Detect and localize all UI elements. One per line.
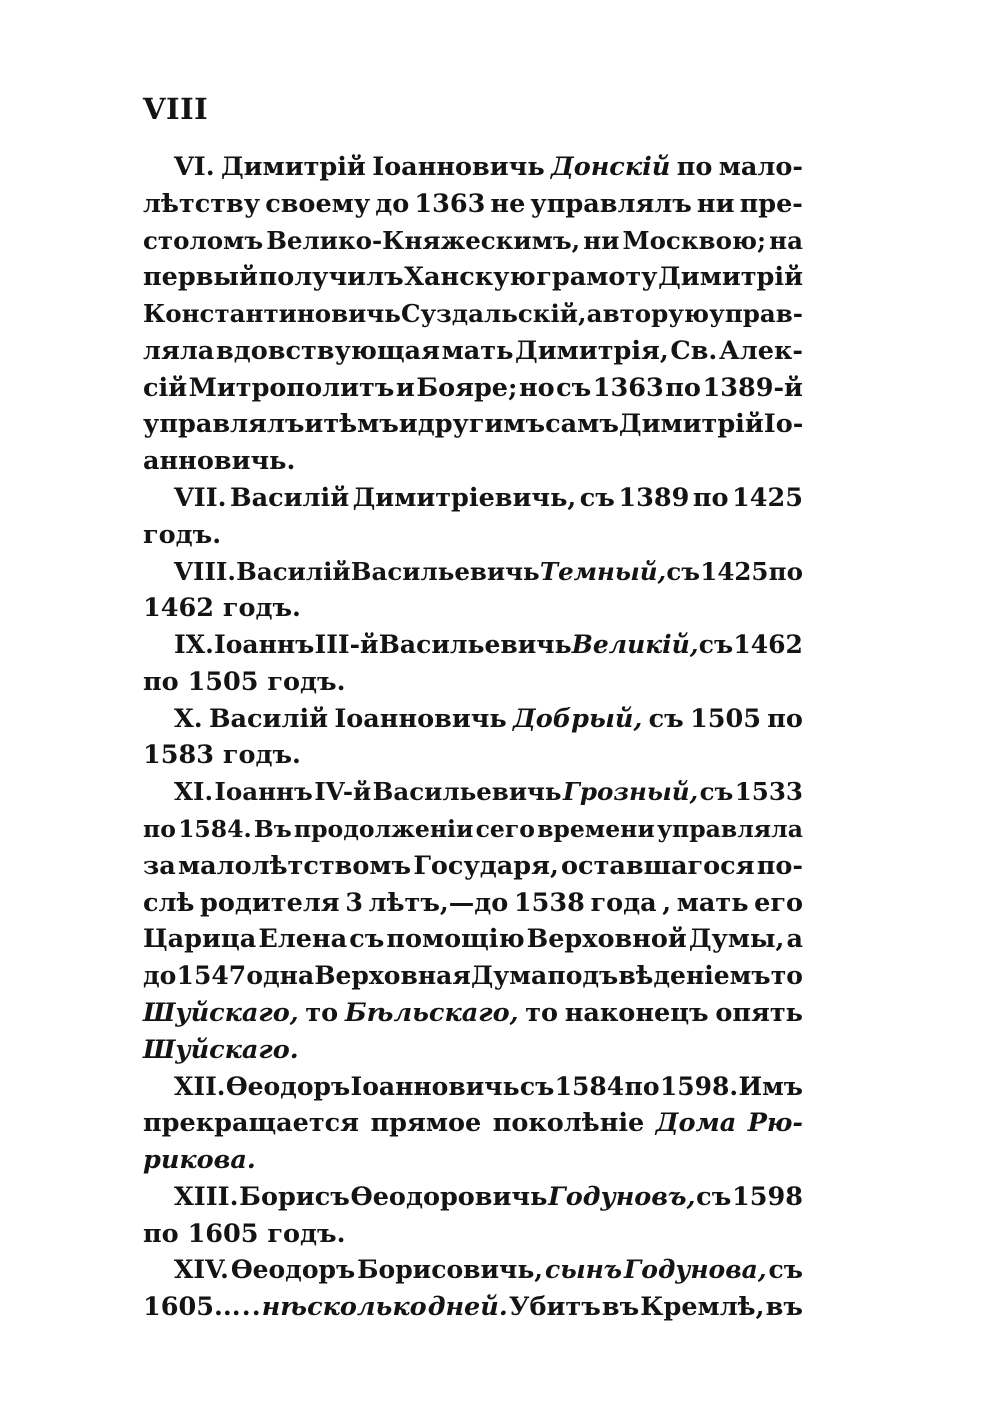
word: годъ. <box>213 740 301 771</box>
text-line <box>143 334 803 368</box>
word: продолженіи <box>293 815 474 844</box>
word: 1363 <box>592 372 664 403</box>
word: съ <box>696 1181 732 1212</box>
word: года <box>590 887 657 918</box>
word: 1462 <box>143 593 214 624</box>
text-line <box>174 1253 803 1287</box>
text-line <box>143 518 803 552</box>
word: 1584 <box>554 1071 625 1101</box>
text-line <box>174 1180 803 1214</box>
word: съ <box>579 483 615 514</box>
word: 1462 <box>733 630 803 660</box>
word: 1547 <box>176 961 247 991</box>
word: Москвою; <box>622 225 767 255</box>
word: времени <box>537 815 655 844</box>
word: его <box>754 887 803 918</box>
word: XIV. <box>174 1255 229 1285</box>
word: родителя <box>200 887 340 918</box>
italic-word: Грозный, <box>562 777 699 807</box>
word: Васильевичь <box>378 630 572 660</box>
word: по <box>143 666 179 697</box>
word: Дума <box>471 961 548 991</box>
italic-word: Великій, <box>571 630 699 660</box>
word: ни <box>583 225 620 255</box>
text-line <box>174 481 803 515</box>
word: 1533 <box>734 777 803 807</box>
text-line <box>143 260 803 294</box>
text-line <box>174 775 803 809</box>
word: поколѣніе <box>492 1108 645 1139</box>
word: управлялъ <box>530 188 692 219</box>
word: самъ <box>545 409 619 440</box>
word: столомъ <box>143 225 264 255</box>
word: 1389-й <box>702 372 803 403</box>
word: Св. <box>670 335 718 366</box>
word: , <box>662 887 672 918</box>
word: XII. <box>174 1071 226 1101</box>
word: 1598. <box>659 1071 739 1101</box>
word: малолѣтствомъ <box>177 850 412 881</box>
word: 1583 <box>143 740 214 771</box>
word: Іоаннъ <box>214 777 313 807</box>
word: Имъ <box>738 1071 803 1101</box>
word: Ѳеодоръ <box>230 1255 356 1285</box>
word: управлялъ <box>143 409 305 440</box>
word: годъ. <box>213 593 301 624</box>
word: лѣтъ,—до <box>368 887 509 918</box>
word: ляла <box>143 335 215 366</box>
word: Въ <box>253 815 292 844</box>
text-line <box>143 1290 803 1324</box>
word: по <box>767 703 803 734</box>
italic-word: Темный, <box>539 556 667 586</box>
word: Верховной <box>526 924 687 955</box>
word: XI. <box>174 777 213 807</box>
word: Іоаннъ <box>214 630 315 660</box>
word: 1425 <box>700 556 769 586</box>
word: годъ. <box>258 1218 346 1249</box>
word: Димитрій <box>618 409 764 440</box>
word: по <box>665 372 701 403</box>
italic-word: Рю- <box>747 1108 803 1139</box>
word: по <box>692 483 729 514</box>
word: до <box>375 188 410 219</box>
word: съ <box>519 1071 555 1101</box>
word: первый <box>143 262 258 293</box>
word: оставшагося <box>561 850 755 881</box>
word: 1505 <box>178 666 259 697</box>
word: X. <box>174 703 203 734</box>
word: по- <box>756 850 803 881</box>
word: Димитрій <box>658 262 803 293</box>
word: анновичь. <box>143 446 296 477</box>
word: мало- <box>718 152 803 182</box>
word: Думы, <box>688 924 785 955</box>
word: прекращается <box>143 1108 359 1139</box>
word: Димитрій <box>220 152 366 182</box>
word: . <box>251 1292 261 1323</box>
text-line <box>143 371 803 405</box>
word: Убитъ <box>508 1292 601 1323</box>
word: одна <box>246 961 315 991</box>
word: вдовствующая <box>216 335 440 366</box>
word: VIII. <box>174 556 236 586</box>
word: лѣтству <box>143 188 261 219</box>
text-line <box>143 224 803 258</box>
text-line <box>143 444 803 478</box>
italic-word: Шуйскаго, <box>143 997 299 1028</box>
word: сего <box>475 815 535 844</box>
text-line <box>143 886 803 920</box>
word: Алек- <box>718 335 803 366</box>
word: ни <box>696 188 735 219</box>
word: сій <box>143 372 188 403</box>
word: слѣ <box>143 887 195 918</box>
word: вѣденіемъ <box>618 961 771 991</box>
text-line <box>143 996 803 1030</box>
text-line <box>143 407 803 441</box>
word: наконецъ <box>564 997 709 1028</box>
word: съ <box>349 924 385 955</box>
word: Ханскую <box>404 262 536 293</box>
word: Борисъ <box>239 1181 350 1212</box>
text-line <box>174 628 803 662</box>
word: 1363 <box>414 188 486 219</box>
text-line <box>143 1033 803 1067</box>
word: 1538 <box>513 887 585 918</box>
word: на <box>769 225 803 255</box>
word: Ѳеодоръ <box>225 1071 351 1101</box>
word: XIII. <box>174 1181 239 1212</box>
text-line <box>143 959 803 993</box>
italic-word: дней. <box>427 1292 508 1323</box>
word: мать <box>441 335 514 366</box>
word: Суздальскій, <box>400 299 587 329</box>
word: съ <box>768 1255 803 1285</box>
word: Василій <box>230 483 350 514</box>
italic-word: Годуновъ, <box>548 1181 696 1212</box>
word: годъ. <box>143 519 222 550</box>
word: прямое <box>370 1108 482 1139</box>
word: VII. <box>174 483 227 514</box>
italic-word: Дома <box>655 1108 737 1139</box>
italic-word: Годунова, <box>624 1255 767 1285</box>
word: . <box>241 1292 251 1323</box>
word: Царица <box>143 924 257 955</box>
word: своему <box>265 188 371 219</box>
word: Іоанновичь <box>350 1071 520 1101</box>
text-line <box>143 591 803 625</box>
word: пре- <box>739 188 803 219</box>
italic-word: рикова. <box>143 1145 256 1176</box>
italic-word: нѣсколько <box>261 1292 427 1323</box>
word: 1605 <box>178 1218 259 1249</box>
word: 1505 <box>689 703 761 734</box>
word: Ѳеодоровичь <box>350 1181 548 1212</box>
word: съ <box>699 777 734 807</box>
word: IX. <box>174 630 214 660</box>
word: съ <box>648 703 684 734</box>
word: до <box>143 961 177 991</box>
word: то <box>770 961 803 991</box>
text-line <box>143 187 803 221</box>
word: Кремлѣ, <box>640 1292 765 1323</box>
word: Димитріевичь, <box>352 483 577 514</box>
text-line <box>143 297 803 331</box>
word: съ <box>666 556 701 586</box>
text-line <box>143 1143 803 1177</box>
word: и <box>304 409 324 440</box>
word: тѣмъ <box>323 409 399 440</box>
word: 1598 <box>731 1181 803 1212</box>
text-line <box>143 1217 803 1251</box>
text-line <box>143 849 803 883</box>
word: Димитрія, <box>515 335 669 366</box>
word: то <box>305 997 339 1028</box>
word: подъ <box>547 961 619 991</box>
text-line <box>143 1106 803 1140</box>
word: 1605... <box>143 1292 241 1323</box>
word: въ <box>765 1292 803 1323</box>
word: Іо- <box>763 409 804 440</box>
word: 1389 <box>618 483 690 514</box>
word: Василій <box>208 703 329 734</box>
word: IV-й <box>314 777 372 807</box>
word: а <box>586 299 603 329</box>
word: съ <box>698 630 734 660</box>
word: годъ. <box>258 666 346 697</box>
word: и <box>395 372 415 403</box>
word: по <box>676 152 713 182</box>
word: по <box>143 1218 179 1249</box>
word: Митрополитъ <box>188 372 395 403</box>
word: мать <box>676 887 749 918</box>
word: помощію <box>386 924 525 955</box>
text-line <box>143 738 803 772</box>
word: 1425 <box>732 483 803 514</box>
italic-word: Бѣльскаго, <box>344 997 519 1028</box>
word: Василій <box>236 556 351 586</box>
text-line <box>143 812 803 846</box>
word: Іоанновичь <box>372 152 545 182</box>
word: Государя, <box>413 850 559 881</box>
word: 1584. <box>178 815 252 844</box>
word: вторую <box>602 299 710 329</box>
word: Елена <box>258 924 348 955</box>
word: за <box>143 850 176 881</box>
word: по <box>143 815 176 844</box>
text-line <box>174 702 803 736</box>
word: Васильевичь <box>372 777 562 807</box>
word: управ- <box>709 299 803 329</box>
word: грамоту <box>536 262 658 293</box>
italic-word: Добрый, <box>513 703 643 734</box>
word: не <box>490 188 526 219</box>
word: Верховная <box>314 961 471 991</box>
word: но <box>518 372 555 403</box>
word: и <box>398 409 418 440</box>
word: Бояре; <box>416 372 518 403</box>
text-line <box>143 922 803 956</box>
text-line <box>143 665 803 699</box>
word: то <box>525 997 558 1028</box>
word: 3 <box>345 887 363 918</box>
text-line <box>174 555 803 589</box>
word: получилъ <box>258 262 404 293</box>
word: VI. <box>174 152 215 182</box>
word: опять <box>715 997 803 1028</box>
word: Іоанновичь <box>334 703 507 734</box>
word: Константиновичь <box>143 299 401 329</box>
text-line <box>174 150 803 184</box>
word: Борисовичь, <box>357 1255 543 1285</box>
word: управляла <box>657 815 803 844</box>
word: другимъ <box>417 409 546 440</box>
page-number: VIII <box>143 92 209 126</box>
italic-word: Шуйскаго. <box>143 1034 299 1065</box>
word: въ <box>601 1292 640 1323</box>
text-line <box>174 1070 803 1104</box>
italic-word: сынъ <box>544 1255 623 1285</box>
word: по <box>624 1071 660 1101</box>
word: а <box>786 924 803 955</box>
word: по <box>768 556 803 586</box>
italic-word: Донскій <box>551 152 671 182</box>
word: Васильевичь <box>350 556 540 586</box>
word: съ <box>556 372 592 403</box>
word: III-й <box>314 630 379 660</box>
word: Велико-Княжескимъ, <box>266 225 581 255</box>
